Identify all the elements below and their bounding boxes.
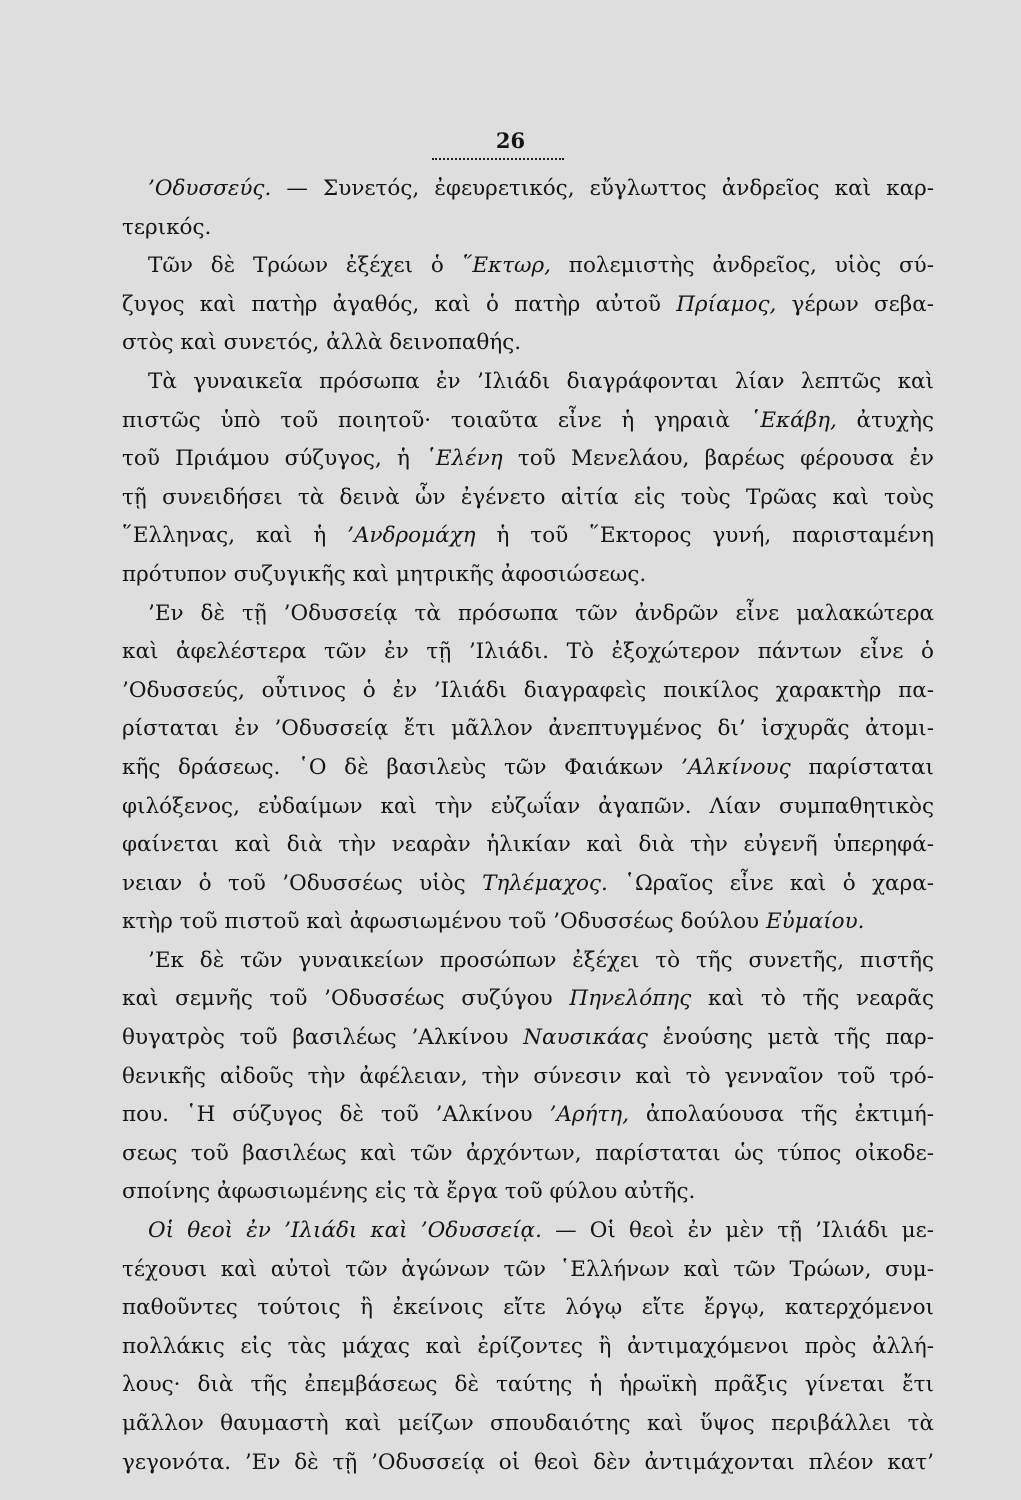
text-segment: γέρων σεβα- bbox=[776, 291, 934, 317]
text-line bbox=[122, 1328, 934, 1367]
text-segment: θενικῆς αἰδοῦς τὴν ἀφέλειαν, τὴν σύνεσιν καὶ τὸ γενναῖον τοῦ τρό- bbox=[122, 1063, 934, 1089]
text-line bbox=[122, 517, 934, 556]
text-segment: τέχουσι καὶ αὐτοὶ τῶν ἀγώνων τῶν ῾Ελλήνων καὶ τῶν Τρώων, συμ- bbox=[122, 1256, 934, 1282]
text-segment: τερικός. bbox=[122, 214, 212, 240]
text-segment: τῇ συνειδήσει τὰ δεινὰ ὧν ἐγένετο αἰτία εἰς τοὺς Τρῶας καὶ τοὺς bbox=[122, 484, 934, 510]
text-segment: κῆς δράσεως. ῾Ο δὲ βασιλεὺς τῶν Φαιάκων bbox=[122, 754, 681, 780]
text-segment: — Οἱ θεοὶ ἐν μὲν τῇ ’Ιλιάδι με- bbox=[541, 1218, 934, 1244]
text-segment: σεως τοῦ βασιλέως καὶ τῶν ἀρχόντων, παρίσταται ὡς τύπος οἰκοδε- bbox=[122, 1140, 934, 1166]
text-line bbox=[122, 672, 934, 711]
text-segment: νειαν ὁ τοῦ ’Οδυσσέως υἱὸς bbox=[122, 870, 483, 896]
text-line bbox=[122, 903, 934, 942]
text-segment: ’Εκ δὲ τῶν γυναικείων προσώπων ἐξέχει τὸ τῆς συνετῆς, πιστῆς bbox=[148, 947, 934, 973]
text-segment: παθοῦντες τούτοις ἢ ἐκείνοις εἴτε λόγῳ εἴτε ἔργῳ, κατερχόμενοι bbox=[122, 1295, 934, 1321]
page-number: 26 bbox=[495, 128, 526, 153]
text-line bbox=[122, 595, 934, 634]
text-line bbox=[122, 1096, 934, 1135]
text-segment: ῞Ελληνας, καὶ ἡ bbox=[122, 523, 348, 549]
text-segment: στὸς καὶ συνετός, ἀλλὰ δεινοπαθής. bbox=[122, 330, 522, 356]
text-segment: φιλόξενος, εὐδαίμων καὶ τὴν εὐζωΐαν ἀγαπῶν. Λίαν συμπαθητικὸς bbox=[122, 793, 934, 819]
text-line bbox=[122, 1289, 934, 1328]
text-line bbox=[122, 826, 934, 865]
italic-text-segment: ῾Ελένη bbox=[425, 446, 503, 472]
body-text bbox=[122, 170, 934, 1482]
italic-text-segment: ’Ανδρομάχη bbox=[347, 523, 476, 549]
italic-text-segment: ῾Εκάβη, bbox=[749, 407, 837, 433]
page-number-rule bbox=[432, 158, 564, 160]
text-line bbox=[122, 1173, 934, 1212]
text-line bbox=[122, 324, 934, 363]
text-line bbox=[122, 402, 934, 441]
italic-text-segment: ’Αλκίνους bbox=[680, 754, 791, 780]
text-segment: τοῦ Μενελάου, βαρέως φέρουσα ἐν bbox=[502, 446, 934, 472]
text-segment: πολλάκις εἰς τὰς μάχας καὶ ἐρίζοντες ἢ ἀντιμαχόμενοι πρὸς ἀλλή- bbox=[122, 1333, 934, 1359]
text-segment: ἀτυχὴς bbox=[836, 407, 934, 433]
italic-text-segment: Ναυσικάας bbox=[523, 1025, 648, 1051]
text-line bbox=[122, 170, 934, 209]
text-segment: που. ῾Η σύζυγος δὲ τοῦ ’Αλκίνου bbox=[122, 1102, 550, 1128]
text-line bbox=[122, 1212, 934, 1251]
text-segment: καὶ σεμνῆς τοῦ ’Οδυσσέως συζύγου bbox=[122, 986, 570, 1012]
italic-text-segment: Πηνελόπης bbox=[569, 986, 692, 1012]
text-segment: ’Εν δὲ τῇ ’Οδυσσείᾳ τὰ πρόσωπα τῶν ἀνδρῶν εἶνε μαλακώτερα bbox=[148, 600, 934, 626]
italic-text-segment: ’Αρήτη, bbox=[549, 1102, 630, 1128]
text-line bbox=[122, 209, 934, 248]
text-segment: θυγατρὸς τοῦ βασιλέως ’Αλκίνου bbox=[122, 1025, 524, 1051]
text-line bbox=[122, 440, 934, 479]
text-line bbox=[122, 788, 934, 827]
text-line bbox=[122, 479, 934, 518]
text-line bbox=[122, 633, 934, 672]
text-line bbox=[122, 1444, 934, 1483]
text-segment: λους· διὰ τῆς ἐπεμβάσεως δὲ ταύτης ἡ ἡρωϊκὴ πρᾶξις γίνεται ἔτι bbox=[122, 1372, 934, 1398]
text-segment: Τὰ γυναικεῖα πρόσωπα ἐν ’Ιλιάδι διαγράφονται λίαν λεπτῶς καὶ bbox=[148, 368, 934, 394]
text-segment: ζυγος καὶ πατὴρ ἀγαθός, καὶ ὁ πατὴρ αὐτοῦ bbox=[122, 291, 677, 317]
text-segment: ἑνούσης μετὰ τῆς παρ- bbox=[647, 1025, 934, 1051]
text-segment: φαίνεται καὶ διὰ τὴν νεαρὰν ἡλικίαν καὶ διὰ τὴν εὐγενῆ ὑπερηφά- bbox=[122, 832, 934, 858]
italic-text-segment: Τηλέμαχος. bbox=[482, 870, 608, 896]
text-segment: ῾Ωραῖος εἶνε καὶ ὁ χαρα- bbox=[607, 870, 934, 896]
text-line bbox=[122, 286, 934, 325]
italic-text-segment: ῞Εκτωρ, bbox=[461, 253, 552, 279]
text-segment: καὶ ἀφελέστερα τῶν ἐν τῇ ’Ιλιάδι. Τὸ ἐξοχώτερον πάντων εἶνε ὁ bbox=[122, 639, 934, 665]
text-line bbox=[122, 865, 934, 904]
text-segment: Τῶν δὲ Τρώων ἐξέχει ὁ bbox=[148, 253, 462, 279]
italic-text-segment: Εὐμαίου. bbox=[765, 909, 865, 935]
text-segment: καὶ τὸ τῆς νεαρᾶς bbox=[691, 986, 934, 1012]
text-line bbox=[122, 1019, 934, 1058]
text-segment: ἡ τοῦ ῞Εκτορος γυνή, παρισταμένη bbox=[475, 523, 934, 549]
text-line bbox=[122, 1405, 934, 1444]
text-segment: πολεμιστὴς ἀνδρεῖος, υἱὸς σύ- bbox=[551, 253, 934, 279]
text-line bbox=[122, 363, 934, 402]
text-segment: κτὴρ τοῦ πιστοῦ καὶ ἀφωσιωμένου τοῦ ’Οδυσσέως δούλου bbox=[122, 909, 766, 935]
text-segment: — Συνετός, ἐφευρετικός, εὔγλωττος ἀνδρεῖος καὶ καρ- bbox=[271, 176, 934, 201]
italic-text-segment: Πρίαμος, bbox=[676, 291, 777, 317]
text-line bbox=[122, 710, 934, 749]
text-segment: γεγονότα. ’Εν δὲ τῇ ’Οδυσσείᾳ οἱ θεοὶ δὲν ἀντιμάχονται πλέον κατ’ bbox=[122, 1449, 934, 1475]
text-line bbox=[122, 1366, 934, 1405]
text-line bbox=[122, 1251, 934, 1290]
text-segment: σποίνης ἀφωσιωμένης εἰς τὰ ἔργα τοῦ φύλου αὐτῆς. bbox=[122, 1179, 696, 1205]
text-line bbox=[122, 247, 934, 286]
text-segment: τοῦ Πριάμου σύζυγος, ἡ bbox=[122, 446, 426, 472]
text-line bbox=[122, 942, 934, 981]
text-segment: παρίσταται bbox=[790, 754, 934, 780]
text-segment: πρότυπον συζυγικῆς καὶ μητρικῆς ἀφοσιώσεως. bbox=[122, 561, 647, 587]
text-line bbox=[122, 980, 934, 1019]
italic-text-segment: Οἱ θεοὶ ἐν ’Ιλιάδι καὶ ’Οδυσσείᾳ. bbox=[148, 1218, 542, 1244]
text-line bbox=[122, 556, 934, 595]
text-segment: ρίσταται ἐν ’Οδυσσείᾳ ἔτι μᾶλλον ἀνεπτυγμένος δι’ ἰσχυρᾶς ἀτομι- bbox=[122, 716, 934, 742]
text-segment: μᾶλλον θαυμαστὴ καὶ μείζων σπουδαιότης καὶ ὕψος περιβάλλει τὰ bbox=[122, 1411, 934, 1436]
text-line bbox=[122, 1135, 934, 1174]
text-line bbox=[122, 749, 934, 788]
text-segment: πιστῶς ὑπὸ τοῦ ποιητοῦ· τοιαῦτα εἶνε ἡ γηραιὰ bbox=[122, 407, 750, 433]
italic-text-segment: ’Οδυσσεύς. bbox=[148, 176, 272, 201]
text-line bbox=[122, 1058, 934, 1097]
text-segment: ’Οδυσσεύς, οὗτινος ὁ ἐν ’Ιλιάδι διαγραφεὶς ποικίλος χαρακτὴρ πα- bbox=[122, 677, 934, 703]
text-segment: ἀπολαύουσα τῆς ἐκτιμή- bbox=[629, 1102, 934, 1128]
